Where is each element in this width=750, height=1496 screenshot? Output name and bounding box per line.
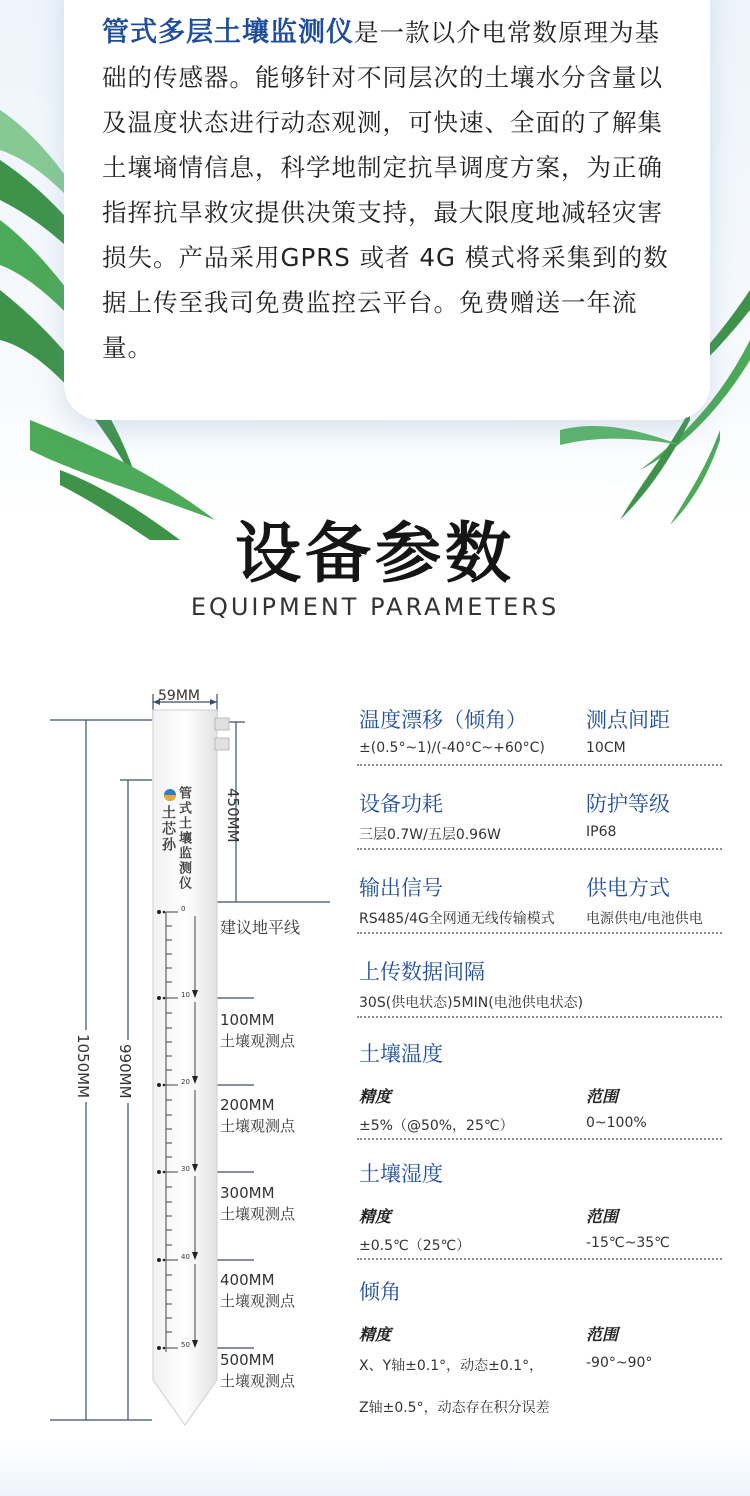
param-value-power: 三层0.7W/五层0.96W — [359, 827, 501, 843]
intro-body: 是一款以介电常数原理为基础的传感器。能够针对不同层次的土壤水分含量以及温度状态进行动态观测，可快速、全面的了解集土壤墒情信息，科学地制定抗旱调度方案，为正确指挥抗旱救灾提供决策支持，最大限度地减轻灾害损失。产品采用GPRS 或者 4G 模式将采集到的数据上传至我司免费监控云平台。免费赠送一年流量。 — [102, 18, 669, 362]
param-value-output: RS485/4G全网通无线传输模式 — [359, 911, 555, 927]
scale-number: 10 — [181, 991, 190, 999]
inner-dimension-label: 990MM — [116, 1040, 134, 1103]
soil-humidity-precision-value: ±0.5℃（25℃） — [359, 1238, 471, 1254]
probe-connector — [215, 718, 229, 730]
section-subtitle: EQUIPMENT PARAMETERS — [190, 593, 560, 621]
soil-temp-range-label: 范围 — [586, 1087, 619, 1106]
head-dimension-label: 450MM — [224, 788, 242, 843]
param-title-power: 设备功耗 — [359, 792, 443, 816]
depth-mark-3 — [220, 1183, 295, 1225]
param-row-power — [357, 766, 722, 850]
depth-value: 300MM — [220, 1184, 275, 1202]
scale-number: 50 — [181, 1341, 190, 1349]
param-title-protection: 防护等级 — [586, 792, 670, 816]
depth-point-label: 土壤观测点 — [220, 1117, 296, 1135]
total-dimension-label: 1050MM — [74, 1030, 92, 1102]
param-title-soil-temp: 土壤温度 — [359, 1042, 443, 1066]
param-row-upload — [357, 934, 722, 1018]
depth-point-label: 土壤观测点 — [220, 1372, 296, 1390]
tilt-precision-value-1: X、Y轴±0.1°，动态±0.1°， — [359, 1358, 544, 1374]
tilt-precision-value-2: Z轴±0.5°，动态存在积分误差 — [359, 1400, 550, 1416]
param-value-temp-drift: ±(0.5°~1)/(-40°C~+60°C) — [359, 740, 545, 756]
param-title-output: 输出信号 — [359, 876, 443, 900]
param-title-soil-humidity: 土壤湿度 — [359, 1162, 443, 1186]
scale-number: 40 — [181, 1253, 190, 1261]
intro-title: 管式多层土壤监测仪 — [102, 17, 354, 48]
scale-number: 0 — [181, 905, 186, 913]
soil-temp-precision-value: ±5%（@50%，25℃） — [359, 1118, 514, 1134]
scale-number: 30 — [181, 1165, 190, 1173]
param-row-output — [357, 850, 722, 934]
ground-line-label: 建议地平线 — [220, 918, 301, 937]
soil-humidity-range-value: -15℃~35℃ — [586, 1235, 670, 1251]
depth-value: 200MM — [220, 1096, 275, 1114]
depth-mark-5 — [220, 1350, 295, 1392]
depth-point-label: 土壤观测点 — [220, 1292, 296, 1310]
param-value-protection: IP68 — [586, 824, 617, 840]
depth-point-label: 土壤观测点 — [220, 1205, 296, 1223]
depth-point-label: 土壤观测点 — [220, 1032, 296, 1050]
soil-humidity-range-label: 范围 — [586, 1207, 619, 1226]
width-dimension-label: 59MM — [158, 688, 200, 704]
param-title-supply: 供电方式 — [586, 876, 670, 900]
param-row-soil-humidity — [357, 1140, 722, 1260]
soil-humidity-precision-label: 精度 — [359, 1207, 392, 1226]
depth-value: 100MM — [220, 1011, 275, 1029]
param-title-spacing: 测点间距 — [586, 708, 670, 732]
depth-value: 500MM — [220, 1351, 275, 1369]
param-row-tilt — [357, 1260, 722, 1416]
param-value-upload: 30S(供电状态)5MIN(电池供电状态) — [359, 995, 584, 1011]
depth-mark-1 — [220, 1010, 295, 1052]
param-title-tilt: 倾角 — [359, 1280, 401, 1304]
param-value-spacing: 10CM — [586, 740, 626, 756]
tilt-precision-label: 精度 — [359, 1325, 392, 1344]
scale-number: 20 — [181, 1078, 190, 1086]
parameter-table — [357, 700, 722, 1416]
tilt-range-label: 范围 — [586, 1325, 619, 1344]
depth-value: 400MM — [220, 1271, 275, 1289]
tilt-range-value: -90°~90° — [586, 1355, 653, 1371]
param-title-upload: 上传数据间隔 — [359, 960, 485, 984]
param-row-drift — [357, 700, 722, 766]
section-title: 设备参数 — [235, 514, 515, 592]
soil-temp-precision-label: 精度 — [359, 1087, 392, 1106]
param-value-supply: 电源供电/电池供电 — [586, 911, 703, 927]
intro-paragraph — [102, 10, 672, 370]
probe-brand-logo: 土芯孙 — [160, 805, 176, 853]
param-title-temp-drift: 温度漂移（倾角） — [359, 708, 527, 732]
depth-mark-2 — [220, 1095, 295, 1137]
intro-card — [64, 0, 710, 420]
depth-mark-4 — [220, 1270, 295, 1312]
probe-brand-name: 管式土壤监测仪 — [176, 786, 191, 891]
param-row-soil-temp — [357, 1018, 722, 1140]
soil-temp-range-value: 0~100% — [586, 1115, 647, 1131]
